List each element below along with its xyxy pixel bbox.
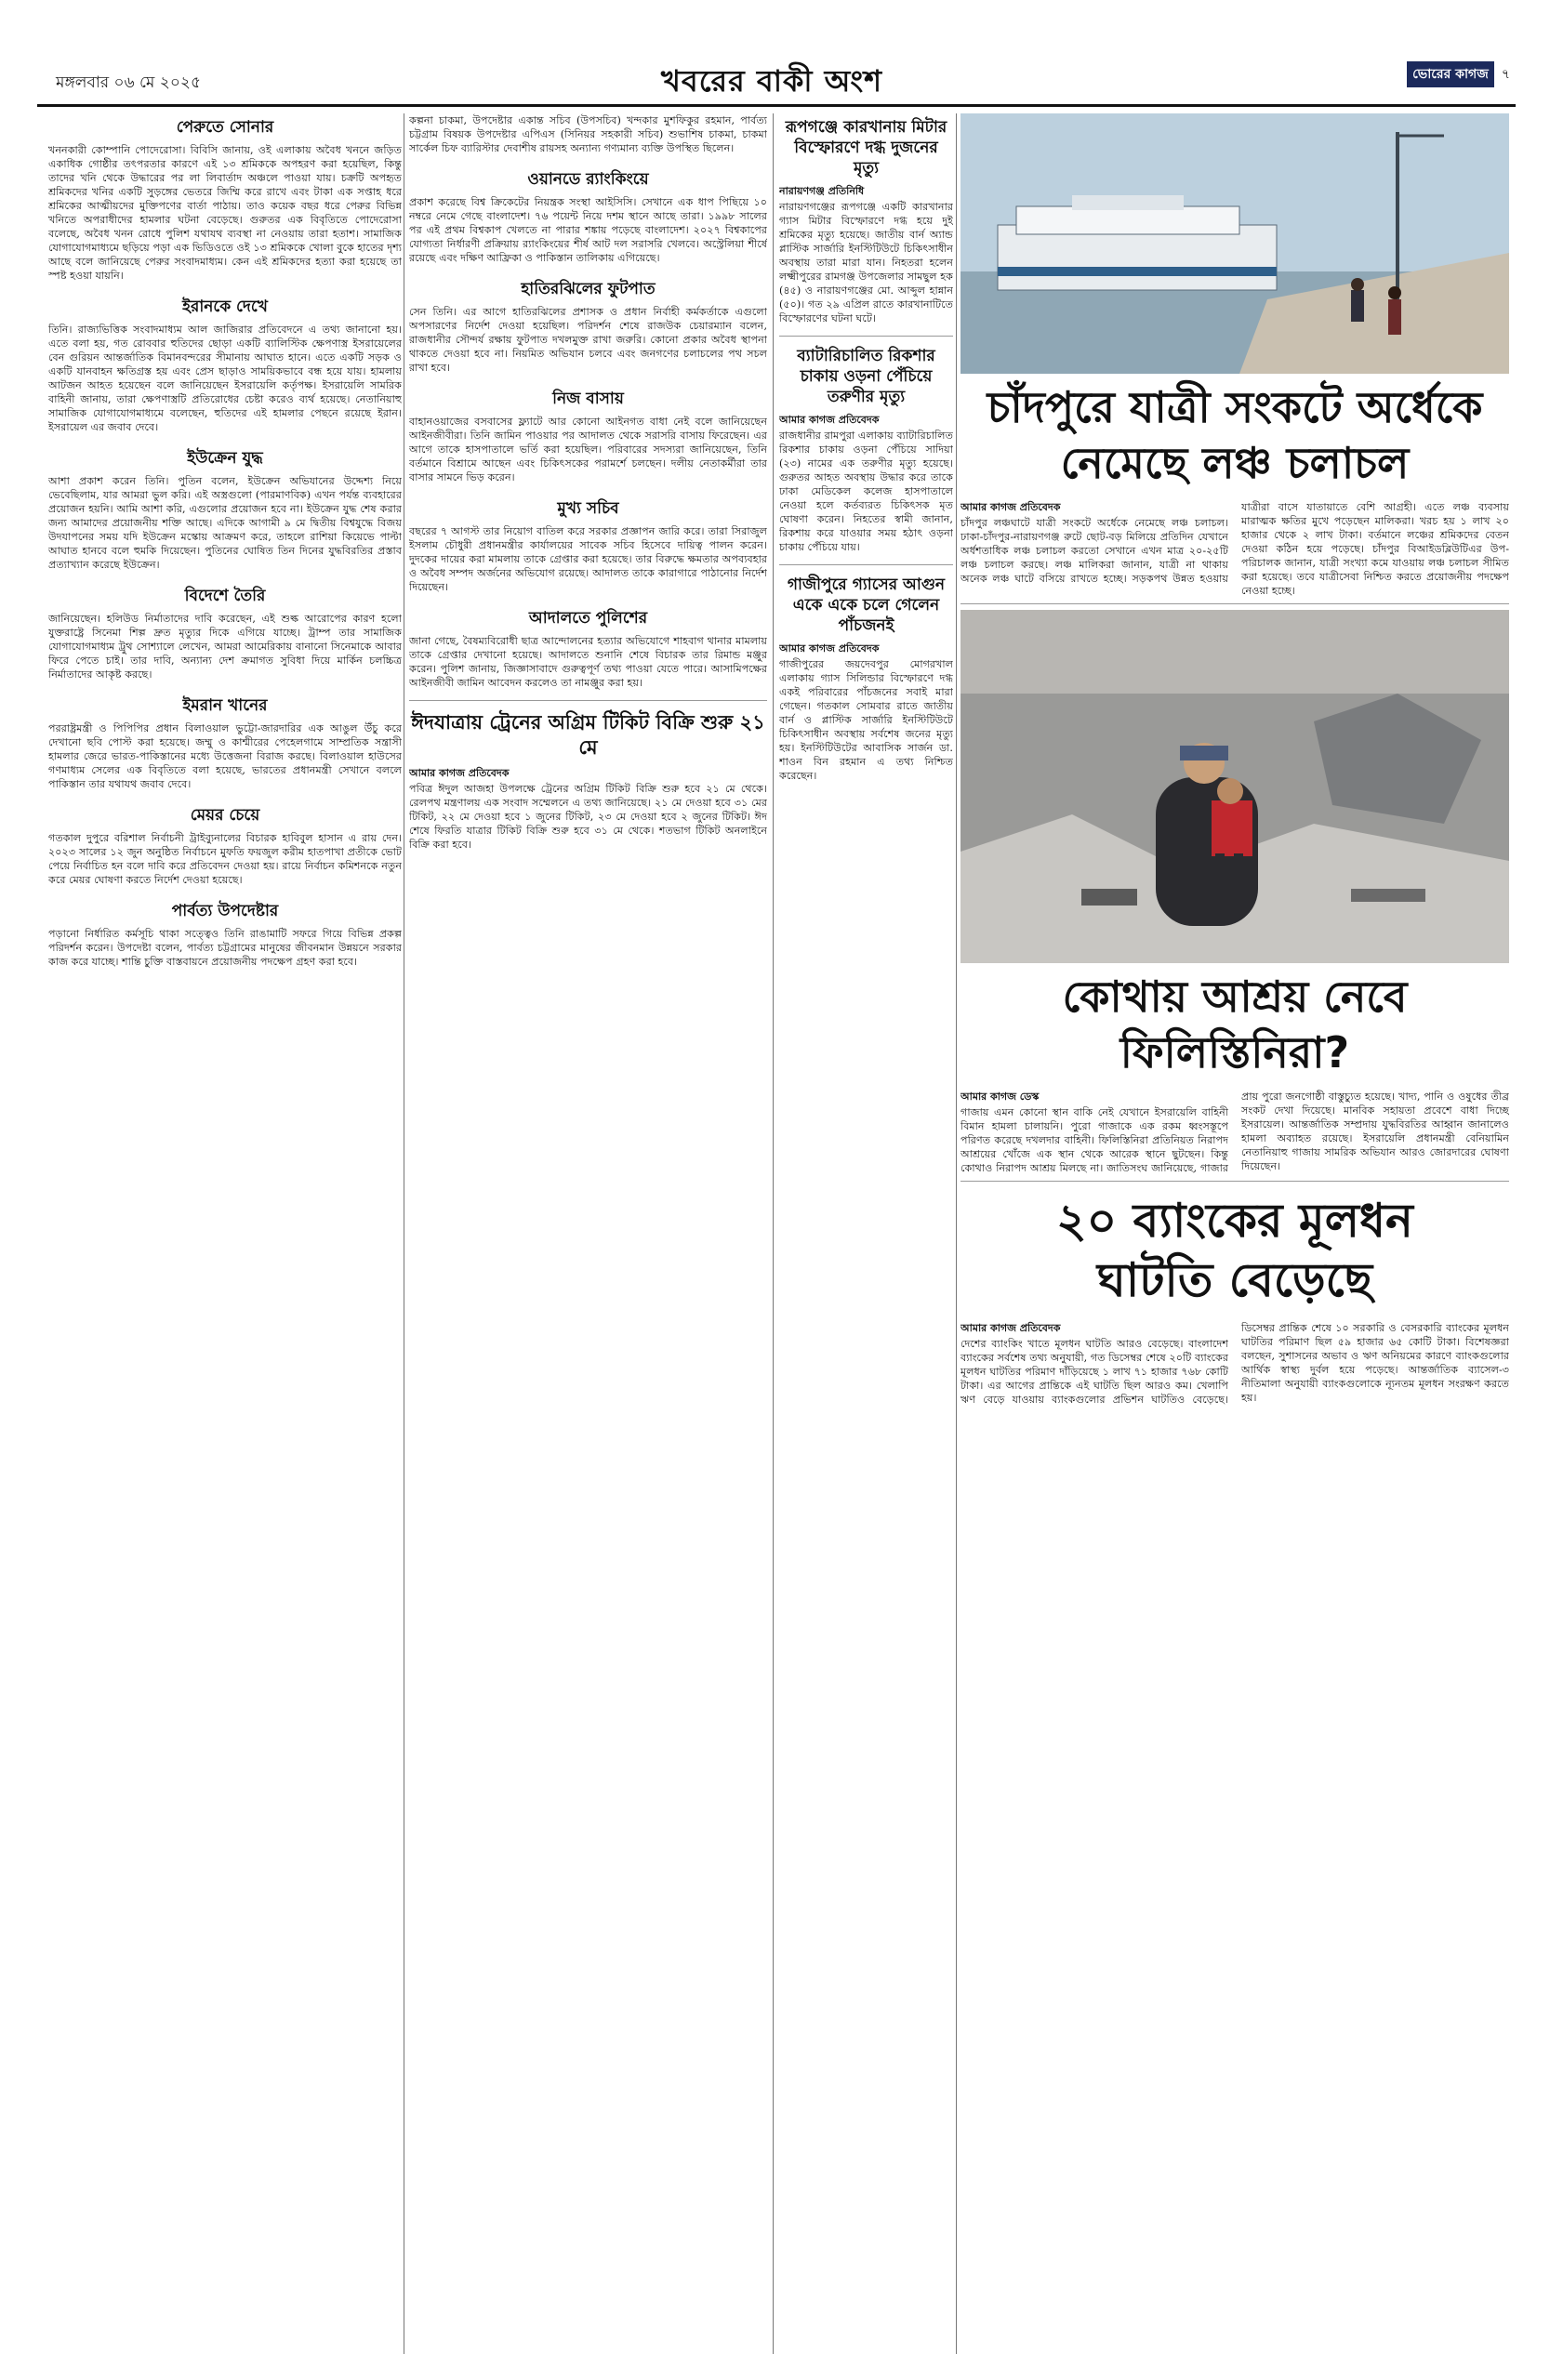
story-body: গাজায় এমন কোনো স্থান বাকি নেই যেখানে ইসরায়েলি বাহিনী বিমান হামলা চালায়নি। পুরো গাজাকে এক রকম ধ্বংসস্তূপে পরিণত করেছে দখলদার বাহিনী। ফিলিস্তিনিরা প্রতিনিয়ত নিরাপদ আশ্রয়ের খোঁজে এক স্থান থেকে আরেক স্থানে ছুটছেন। কিন্তু কোথাও নিরাপদ আশ্রয় মিলছে না। জাতিসংঘ জানিয়েছে, গাজার প্রায় পুরো জনগোষ্ঠী বাস্তুচ্যুত হয়েছে। খাদ্য, পানি ও ওষুধের তীব্র সংকট দেখা দিয়েছে। মানবিক সহায়তা প্রবেশে বাধা দিচ্ছে ইসরায়েল। আন্তর্জাতিক সম্প্রদায় যুদ্ধবিরতির আহ্বান জানালেও হামলা অব্যাহত রয়েছে। ইসরায়েলি প্রধানমন্ত্রী বেনিয়ামিন নেতানিয়াহু গাজায় সামরিক অভিযান আরও জোরদারের ঘোষণা দিয়েছেন।	[960, 1091, 1509, 1174]
story-chandpur	[960, 500, 1509, 598]
story-divider	[409, 700, 767, 701]
story-body: চাঁদপুর লঞ্চঘাটে যাত্রী সংকটে অর্ধেকে নেমেছে লঞ্চ চলাচল। ঢাকা-চাঁদপুর-নারায়ণগঞ্জ রুটে ছোট-বড় মিলিয়ে প্রতিদিন যেখানে অর্ধশতাধিক লঞ্চ চলাচল করতো সেখানে এখন মাত্র ২০-২৫টি লঞ্চ চলাচল করছে। লঞ্চ মালিকরা জানান, যাত্রী না থাকায় অনেক লঞ্চ ঘাটে বসিয়ে রাখতে হচ্ছে। সড়কপথ উন্নত হওয়ায় যাত্রীরা বাসে যাতায়াতে বেশি আগ্রহী। এতে লঞ্চ ব্যবসায় মারাত্মক ক্ষতির মুখে পড়েছেন মালিকরা। খরচ হয় ১ লাখ ২০ হাজার থেকে ২ লাখ টাকা। বর্তমানে লঞ্চের শ্রমিকদের বেতন দেওয়া কঠিন হয়ে পড়েছে। চাঁদপুর বিআইডব্লিউটিএর উপ-পরিচালক জানান, যাত্রী সংখ্যা কমে যাওয়ায় লঞ্চ চলাচল সীমিত করা হয়েছে। তবে যাত্রীসেবা নিশ্চিত করতে প্রয়োজনীয় পদক্ষেপ নেওয়া হচ্ছে।	[960, 501, 1509, 597]
story-headline: বিদেশে তৈরি	[184, 587, 266, 605]
headline-chandpur: চাঁদপুরে যাত্রী সংকটে অর্ধেকে নেমেছে লঞ্চ চলাচল	[987, 382, 1483, 488]
story-headline: মুখ্য সচিব	[557, 499, 619, 518]
story-headline: আদালতে পুলিশের	[528, 609, 648, 628]
story-body: জানিয়েছেন। হলিউড নির্মাতাদের দাবি করেছেন, এই শুল্ক আরোপের কারণ হলো যুক্তরাষ্ট্রে সিনেমা শিল্প দ্রুত মৃত্যুর দিকে এগিয়ে যাচ্ছে। ট্রাম্প তার সামাজিক যোগাযোগমাধ্যম ট্রুথ সোশ্যালে লেখেন, আমরা আমেরিকায় বানানো সিনেমাকে আবার ফিরে পেতে চাই। তার দাবি, অন্যান্য দেশ ক্রমাগত সুবিধা দিয়ে মার্কিন চলচ্চিত্র নির্মাতাদের আকৃষ্ট করছে।	[48, 613, 402, 681]
story-rupganj	[779, 113, 953, 328]
story-byline: আমার কাগজ প্রতিবেদক	[960, 501, 1061, 513]
story-headline: পার্বত্য উপদেষ্টার	[171, 902, 279, 920]
story-body: বছরের ৭ আগস্ট তার নিয়োগ বাতিল করে সরকার প্রজ্ঞাপন জারি করে। তারা সিরাজুল ইসলাম চৌধুরী প্রধানমন্ত্রীর কার্যালয়ের সাবেক সচিব হিসেবে দায়িত্ব পালন করেন। দুদকের দায়ের করা মামলায় তাকে গ্রেপ্তার করা হয়েছে। তার বিরুদ্ধে ক্ষমতার অপব্যবহার ও অবৈধ সম্পদ অর্জনের অভিযোগ রয়েছে। আদালত তাকে কারাগারে পাঠানোর নির্দেশ দিয়েছেন।	[409, 525, 767, 593]
story-chief-secretary	[409, 495, 767, 597]
story-body: তিনি। রাজ্যভিত্তিক সংবাদমাধ্যম আল জাজিরার প্রতিবেদনে এ তথ্য জানানো হয়। এতে বলা হয়, গত রোববার হুতিদের ছোড়া একটি ব্যালিস্টিক ক্ষেপণাস্ত্র ইসরায়েলের বেন গুরিয়ন আন্তর্জাতিক বিমানবন্দরের সীমানায় আঘাত হানে। এতে একটি সড়ক ও একটি যানবাহন ক্ষতিগ্রস্ত হয় এবং প্রেস ছাড়াও সাময়িকভাবে বন্ধ হয়ে যায়। হামলায় আটজন আহত হয়েছেন বলে জানিয়েছেন ইসরায়েলি কর্তৃপক্ষ। ইসরায়েলি সামরিক বাহিনী জানায়, তারা ক্ষেপণাস্ত্রটি প্রতিরোধের চেষ্টা করেও ব্যর্থ হয়েছে। নেতানিয়াহু সামাজিক যোগাযোগমাধ্যমে বলেছেন, হুতিদের এই হামলার পেছনে রয়েছে ইরান। ইসরায়েল এর জবাব দেবে।	[48, 324, 402, 433]
story-body: সেন তিনি। এর আগে হাতিরঝিলের প্রশাসক ও প্রধান নির্বাহী কর্মকর্তাকে এগুলো অপসারণের নির্দেশ দেওয়া হয়েছিল। পরিদর্শন শেষে রাজউক চেয়ারম্যান বলেন, রাজধানীর সৌন্দর্য রক্ষায় ফুটপাত দখলমুক্ত রাখা জরুরি। কোনো প্রকার অবৈধ স্থাপনা থাকতে দেওয়া হবে না। নিয়মিত অভিযান চলবে এবং জনগণের চলাচলের পথ সচল রাখা হবে।	[409, 306, 767, 374]
column-divider	[956, 113, 957, 2354]
story-gaza	[960, 1090, 1509, 1175]
story-headline: হাতিরঝিলের ফুটপাত	[521, 280, 656, 298]
story-divider	[779, 564, 953, 565]
gaza-photo-illustration	[960, 610, 1509, 963]
story-byline: আমার কাগজ প্রতিবেদক	[779, 414, 880, 426]
story-body: নারায়ণগঞ্জের রূপগঞ্জে একটি কারখানার গ্যাস মিটার বিস্ফোরণে দগ্ধ হয়ে দুই শ্রমিকের মৃত্যু হয়েছে। জাতীয় বার্ন অ্যান্ড প্লাস্টিক সার্জারি ইনস্টিটিউটে চিকিৎসাধীন অবস্থায় তারা মারা যান। নিহতরা হলেন লক্ষ্মীপুরের রামগঞ্জ উপজেলার সামছুল হক (৪৫) ও নারায়ণগঞ্জের মো. আব্দুল হান্নান (৫০)। গত ২৯ এপ্রিল রাতে কারখানাটিতে বিস্ফোরণের ঘটনা ঘটে।	[779, 201, 953, 324]
story-headline: নিজ বাসায়	[552, 390, 624, 408]
column-1	[48, 113, 402, 2354]
story-body: রাজধানীর রামপুরা এলাকায় ব্যাটারিচালিত রিকশার চাকায় ওড়না পেঁচিয়ে সাদিয়া (২৩) নামের এক তরুণীর মৃত্যু হয়েছে। গুরুতর আহত অবস্থায় উদ্ধার করে তাকে ঢাকা মেডিকেল কলেজ হাসপাতালে নেওয়া হলে কর্তব্যরত চিকিৎসক মৃত ঘোষণা করেন। নিহতের স্বামী জানান, রিকশায় করে যাওয়ার সময় হঠাৎ ওড়না চাকায় পেঁচিয়ে যায়।	[779, 430, 953, 553]
story-divider	[960, 603, 1509, 604]
story-body: কল্পনা চাকমা, উপদেষ্টার একান্ত সচিব (উপসচিব) খন্দকার মুশফিকুর রহমান, পার্বত্য চট্টগ্রাম বিষয়ক উপদেষ্টার এপিএস (সিনিয়র সহকারী সচিব) শুভাশিষ চাকমা, চাকমা সার্কেল চিফ ব্যারিস্টার দেবাশীষ রায়সহ অন্যান্য গণ্যমান্য ব্যক্তি উপস্থিত ছিলেন।	[409, 114, 767, 154]
story-mayor	[48, 801, 402, 890]
column-4	[960, 113, 1509, 2354]
story-headline: গাজীপুরে গ্যাসের আগুন একে একে চলে গেলেন পাঁচজনই	[787, 575, 946, 635]
story-byline: আমার কাগজ প্রতিবেদক	[409, 767, 510, 779]
story-ukraine-war	[48, 444, 402, 575]
page-number: ৭	[1501, 67, 1510, 82]
section-title: খবরের বাকী অংশ	[660, 63, 883, 99]
story-foreign-made	[48, 582, 402, 684]
story-headline: ওয়ানডে র‍্যাংকিংয়ে	[527, 170, 649, 189]
story-body: খননকারী কোম্পানি পোদেরোসা। বিবিসি জানায়, ওই এলাকায় অবৈধ খননে জড়িত একাধিক গোষ্ঠীর তৎপরতার কারণে এই ১৩ শ্রমিককে অপহরণ করা হয়েছিল, কিন্তু তাদের খনি থেকে উদ্ধারের পর লা লিবার্তাদ অঞ্চলে পাওয়া যায়। চক্রটি অপহৃত শ্রমিকদের খনির একটি সুড়ঙ্গের ভেতরে জিম্মি করে রাখে এবং টাকা এক সপ্তাহ ধরে শ্রমিকের আত্মীয়দের মুক্তিপণের বার্তা পাঠায়। তাও কয়েক বছর ধরে পেরুর বিভিন্ন খনিতে অপরাধীদের হামলার ঘটনা বেড়েছে। গুরুতর এক বিবৃতিতে পোদেরোসা বলেছে, অবৈধ খনন রোধে পুলিশ যথাযথ ব্যবস্থা না নেওয়ায় তারা হতাশ। সামাজিক যোগাযোগমাধ্যমে ছড়িয়ে পড়া এক ভিডিওতে ওই ১৩ শ্রমিককে খোলা বুকে হাতের দৃশ্য আছে বলে জানিয়েছে পেরুর সংবাদমাধ্যম। কেন এই শ্রমিকদের হত্যা করা হয়েছে তা স্পষ্ট হওয়া যায়নি।	[48, 144, 402, 282]
story-body: জানা গেছে, বৈষম্যবিরোধী ছাত্র আন্দোলনের হত্যার অভিযোগে শাহবাগ থানার মামলায় তাকে গ্রেপ্তার দেখানো হয়েছে। আদালতে শুনানি শেষে বিচারক তার রিমান্ড মঞ্জুর করেন। পুলিশ জানায়, জিজ্ঞাসাবাদে গুরুত্বপূর্ণ তথ্য পাওয়া যেতে পারে। আসামিপক্ষের আইনজীবী জামিন আবেদন করলেও তা নামঞ্জুর করা হয়।	[409, 635, 767, 689]
story-hill-adviser	[48, 897, 402, 972]
story-imran-khan	[48, 692, 402, 794]
story-body: প্রকাশ করেছে বিশ্ব ক্রিকেটের নিয়ন্ত্রক সংস্থা আইসিসি। সেখানে এক ধাপ পিছিয়ে ১০ নম্বরে নেমে গেছে বাংলাদেশ। ৭৬ পয়েন্ট নিয়ে দশম স্থানে আছে তারা। ১৯৯৮ সালের পর এই প্রথম বিশ্বকাপ খেলতে না পারার শঙ্কায় পড়েছে বাংলাদেশ। ২০২৭ বিশ্বকাপের যোগ্যতা নির্ধারণী প্রক্রিয়ায় র‍্যাংকিংয়ের শীর্ষ আট দল সরাসরি খেলবে। অস্ট্রেলিয়া শীর্ষে রয়েছে এবং দক্ষিণ আফ্রিকা ও পাকিস্তান তালিকায় এগিয়েছে।	[409, 196, 767, 264]
story-divider	[960, 1181, 1509, 1182]
story-hatirjheel	[409, 275, 767, 377]
story-body: গাজীপুরের জয়দেবপুর মোগরখাল এলাকায় গ্যাস সিলিন্ডার বিস্ফোরণে দগ্ধ একই পরিবারের পাঁচজনের সবাই মারা গেছেন। গতকাল সোমবার রাতে জাতীয় বার্ন ও প্লাস্টিক সার্জারি ইনস্টিটিউটে চিকিৎসাধীন অবস্থায় সর্বশেষ জনের মৃত্যু হয়। ইনস্টিটিউটের আবাসিক সার্জন ডা. শাওন বিন রহমান এ তথ্য নিশ্চিত করেছেন।	[779, 658, 953, 782]
story-own-home	[409, 385, 767, 487]
story-headline: ইউক্রেন যুদ্ধ	[187, 449, 263, 468]
column-2	[409, 113, 767, 2354]
gaza-photo	[960, 610, 1509, 963]
story-odi-ranking	[409, 165, 767, 268]
story-headline: মেয়র চেয়ে	[190, 806, 260, 825]
story-byline: আমার কাগজ ডেস্ক	[960, 1091, 1040, 1103]
masthead	[1333, 61, 1510, 95]
story-bank-capital	[960, 1321, 1509, 1407]
newspaper-logo: ভোরের কাগজ	[1407, 61, 1494, 87]
story-byline: আমার কাগজ প্রতিবেদক	[779, 642, 880, 654]
story-rickshaw	[779, 342, 953, 557]
story-body: পররাষ্ট্রমন্ত্রী ও পিপিপির প্রধান বিলাওয়াল ভুট্টো-জারদারির এক আঙুল উঁচু করে দেখানো ছবি পোস্ট করা হয়েছে। জম্মু ও কাশ্মীরের পেহেলগামে সাম্প্রতিক সন্ত্রাসী হামলার জেরে ভারত-পাকিস্তানের মধ্যে উত্তেজনা বিরাজ করছে। বিলাওয়াল হাউসের গণমাধ্যম সেলের এক বিবৃতিতে বলা হয়েছে, ভারতের প্রধানমন্ত্রী সেখানে বললে পাকিস্তান তার যথাযথ জবাব দেবে।	[48, 722, 402, 790]
story-headline: পেরুতে সোনার	[176, 118, 274, 137]
issue-date: মঙ্গলবার ০৬ মে ২০২৫	[56, 73, 201, 92]
story-eid-train	[409, 707, 767, 854]
story-headline: রূপগঞ্জে কারখানায় মিটার বিস্ফোরণে দগ্ধ দুজনের মৃত্যু	[785, 118, 947, 178]
story-body: আশা প্রকাশ করেন তিনি। পুতিন বলেন, ইউক্রেন অভিযানের উদ্দেশ্য নিয়ে ভেবেছিলাম, যার আমরা ভুল করি। এই অস্ত্রগুলো (পারমাণবিক) এখন পর্যন্ত ব্যবহারের প্রয়োজন হয়নি। আমি আশা করি, এগুলোর প্রয়োজন হবে না। ইউক্রেন যুদ্ধ শেষ করার জন্য আমাদের প্রয়োজনীয় শক্তি আছে। এদিকে আগামী ৯ মে দ্বিতীয় বিশ্বযুদ্ধে বিজয় উদযাপনের সময় যদি ইউক্রেন মস্কোয় আক্রমণ করে, তাহলে রাশিয়া কিয়েভে পাল্টা আঘাত হানবে বলে হুমকি দিয়েছেন। পুতিনের ঘোষিত তিন দিনের যুদ্ধবিরতির প্রস্তাব প্রত্যাখ্যান করেছে ইউক্রেন।	[48, 475, 402, 571]
story-headline: ইমরান খানের	[182, 696, 268, 715]
story-byline: নারায়ণগঞ্জ প্রতিনিধি	[779, 185, 865, 197]
story-iran	[48, 293, 402, 437]
story-gazipur-gas	[779, 571, 953, 786]
headline-bank-capital: ২০ ব্যাংকের মূলধন ঘাটতি বেড়েছে	[1056, 1194, 1413, 1307]
story-headline: ইরানকে দেখে	[182, 298, 268, 316]
story-body: দেশের ব্যাংকিং খাতে মূলধন ঘাটতি আরও বেড়েছে। বাংলাদেশ ব্যাংকের সর্বশেষ তথ্য অনুযায়ী, গত ডিসেম্বর শেষে ২০টি ব্যাংকের মূলধন ঘাটতির পরিমাণ দাঁড়িয়েছে ১ লাখ ৭১ হাজার ৭৬৮ কোটি টাকা। এর আগের প্রান্তিকে এই ঘাটতি ছিল আরও কম। খেলাপি ঋণ বেড়ে যাওয়ায় ব্যাংকগুলোর প্রভিশন ঘাটতিও বেড়েছে। ডিসেম্বর প্রান্তিক শেষে ১০ সরকারি ও বেসরকারি ব্যাংকের মূলধন ঘাটতির পরিমাণ ছিল ৫৯ হাজার ৬৫ কোটি টাকা। বিশেষজ্ঞরা বলছেন, সুশাসনের অভাব ও ঋণ অনিয়মের কারণে ব্যাংকগুলোর আর্থিক স্বাস্থ্য দুর্বল হয়ে পড়েছে। আন্তর্জাতিক ব্যাসেল-৩ নীতিমালা অনুযায়ী ব্যাংকগুলোকে ন্যূনতম মূলধন সংরক্ষণ করতে হয়।	[960, 1322, 1509, 1406]
story-body: বাহানওয়াজের বসবাসের ফ্ল্যাটে আর কোনো আইনগত বাধা নেই বলে জানিয়েছেন আইনজীবীরা। তিনি জামিন পাওয়ার পর আদালত থেকে সরাসরি বাসায় ফিরেছেন। এর আগে তাকে হাসপাতালে ভর্তি করা হয়েছিল। পরিবারের সদস্যরা জানিয়েছেন, তিনি বর্তমানে বিশ্রামে আছেন এবং চিকিৎসকের পরামর্শে চলছেন। দলীয় নেতাকর্মীরা তার বাসার সামনে ভিড় করেন।	[409, 416, 767, 483]
story-peru-gold	[48, 113, 402, 285]
story-body: পড়ানো নির্ধারিত কর্মসূচি থাকা সত্ত্বেও তিনি রাঙামাটি সফরে গিয়ে বিভিন্ন প্রকল্প পরিদর্শন করেন। উপদেষ্টা বলেন, পার্বত্য চট্টগ্রামের মানুষের জীবনমান উন্নয়নে সরকার কাজ করে যাচ্ছে। শান্তি চুক্তি বাস্তবায়নে প্রয়োজনীয় পদক্ষেপ গ্রহণ করা হবে।	[48, 928, 402, 968]
column-3	[779, 113, 953, 2354]
story-continuation	[409, 113, 767, 158]
story-byline: আমার কাগজ প্রতিবেদক	[960, 1322, 1061, 1334]
story-court-police	[409, 604, 767, 693]
page-header	[37, 56, 1516, 100]
story-headline: ব্যাটারিচালিত রিকশার চাকায় ওড়না পেঁচিয়ে তরুণীর মৃত্যু	[797, 347, 935, 406]
story-divider	[779, 336, 953, 337]
launch-photo-illustration	[960, 113, 1509, 374]
launch-terminal-photo	[960, 113, 1509, 374]
story-body: পবিত্র ঈদুল আজহা উপলক্ষে ট্রেনের অগ্রিম টিকিট বিক্রি শুরু হবে ২১ মে থেকে। রেলপথ মন্ত্রণালয় এক সংবাদ সম্মেলনে এ তথ্য জানিয়েছে। ২১ মে দেওয়া হবে ৩১ মের টিকিট, ২২ মে দেওয়া হবে ১ জুনের টিকিট, ২৩ মে দেওয়া হবে ২ জুনের টিকিট। ঈদ শেষে ফিরতি যাত্রার টিকিট বিক্রি শুরু হবে ৩১ মে থেকে। শতভাগ টিকিট অনলাইনে বিক্রি করা হবে।	[409, 783, 767, 851]
story-body: গতকাল দুপুরে বরিশাল নির্বাচনী ট্রাইব্যুনালের বিচারক হাবিবুল হাসান এ রায় দেন। ২০২৩ সালের ১২ জুন অনুষ্ঠিত নির্বাচনে মুফতি ফয়জুল করীম হাতপাখা প্রতীকে ভোট পেয়ে নির্বাচিত হন বলে দাবি করে প্রতিবেদন দেওয়া হয়। রায়ে নির্বাচন কমিশনকে নতুন করে মেয়র ঘোষণা করতে নির্দেশ দেওয়া হয়েছে।	[48, 832, 402, 886]
header-rule	[37, 104, 1516, 107]
column-divider	[773, 113, 774, 2354]
headline-gaza: কোথায় আশ্রয় নেবে ফিলিস্তিনিরা?	[1062, 972, 1408, 1078]
story-headline: ঈদযাত্রায় ট্রেনের অগ্রিম টিকিট বিক্রি শুরু ২১ মে	[411, 711, 765, 759]
